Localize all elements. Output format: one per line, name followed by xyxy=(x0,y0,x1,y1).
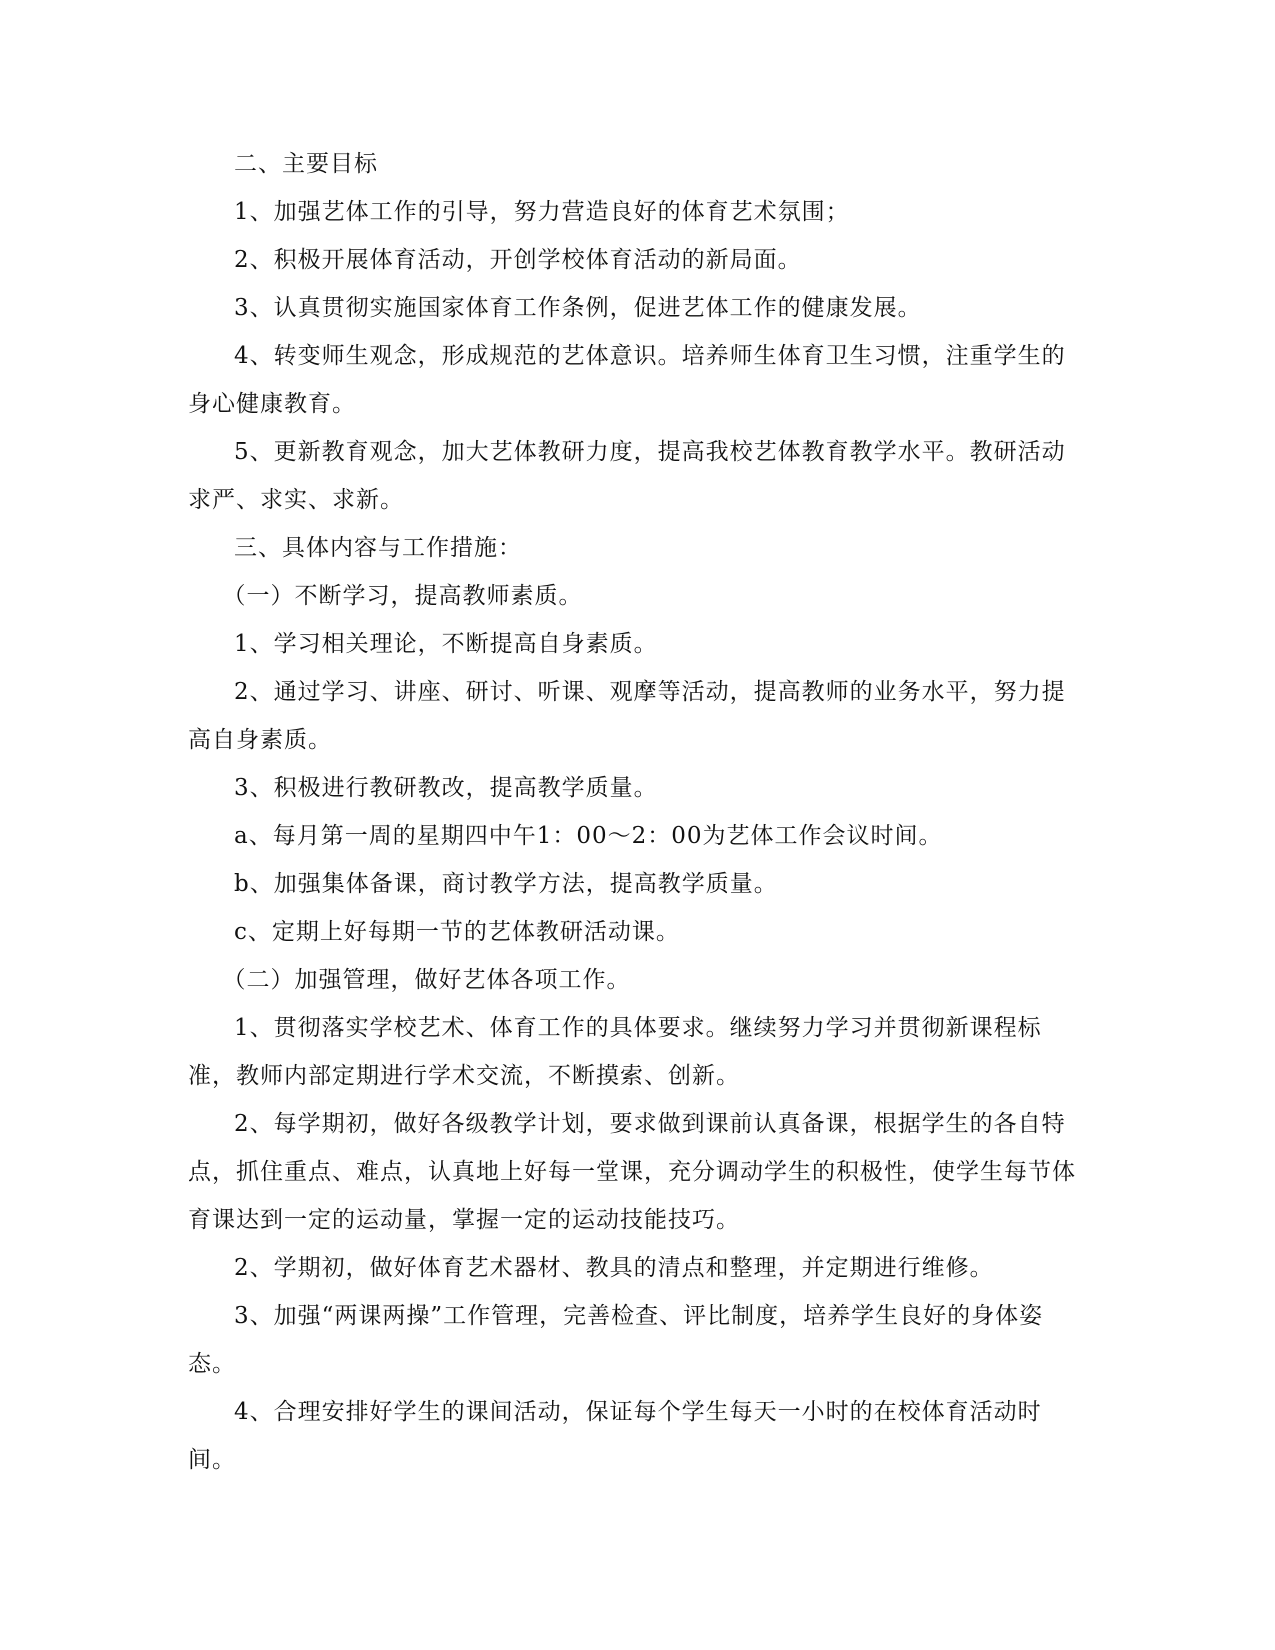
management-item-4: 4、合理安排好学生的课间活动，保证每个学生每天一小时的在校体育活动时间。 xyxy=(188,1399,1042,1473)
management-item-2b: 2、学期初，做好体育艺术器材、教具的清点和整理，并定期进行维修。 xyxy=(234,1255,994,1281)
management-item-2: 2、每学期初，做好各级教学计划，要求做到课前认真备课，根据学生的各自特点，抓住重点、难点，认真地上好每一堂课，充分调动学生的积极性，使学生每节体育课达到一定的运动量，掌握一定的运动技能技巧。 xyxy=(188,1111,1076,1233)
study-subitem-b: b、加强集体备课，商讨教学方法，提高教学质量。 xyxy=(234,871,778,897)
subsection-heading-study: （一）不断学习，提高教师素质。 xyxy=(222,583,583,609)
study-subitem-c: c、定期上好每期一节的艺体教研活动课。 xyxy=(234,919,680,945)
goal-item-2: 2、积极开展体育活动，开创学校体育活动的新局面。 xyxy=(234,247,802,273)
management-item-1: 1、贯彻落实学校艺术、体育工作的具体要求。继续努力学习并贯彻新课程标准，教师内部定期进行学术交流，不断摸索、创新。 xyxy=(188,1015,1042,1089)
goal-item-1: 1、加强艺体工作的引导，努力营造良好的体育艺术氛围； xyxy=(234,199,850,225)
study-item-1: 1、学习相关理论，不断提高自身素质。 xyxy=(234,631,658,657)
section-heading-measures: 三、具体内容与工作措施： xyxy=(234,535,522,561)
study-subitem-a: a、每月第一周的星期四中午1：00～2：00为艺体工作会议时间。 xyxy=(234,823,943,849)
study-item-3: 3、积极进行教研教改，提高教学质量。 xyxy=(234,775,658,801)
goal-item-3: 3、认真贯彻实施国家体育工作条例，促进艺体工作的健康发展。 xyxy=(234,295,922,321)
goal-item-5: 5、更新教育观念，加大艺体教研力度，提高我校艺体教育教学水平。教研活动求严、求实、求新。 xyxy=(188,439,1066,513)
goal-item-4: 4、转变师生观念，形成规范的艺体意识。培养师生体育卫生习惯，注重学生的身心健康教育。 xyxy=(188,343,1066,417)
section-heading-goals: 二、主要目标 xyxy=(234,151,378,177)
management-item-3: 3、加强“两课两操”工作管理，完善检查、评比制度，培养学生良好的身体姿态。 xyxy=(188,1303,1044,1377)
subsection-heading-management: （二）加强管理，做好艺体各项工作。 xyxy=(222,967,631,993)
study-item-2: 2、通过学习、讲座、研讨、听课、观摩等活动，提高教师的业务水平，努力提高自身素质。 xyxy=(188,679,1066,753)
document-body xyxy=(188,140,1088,1484)
